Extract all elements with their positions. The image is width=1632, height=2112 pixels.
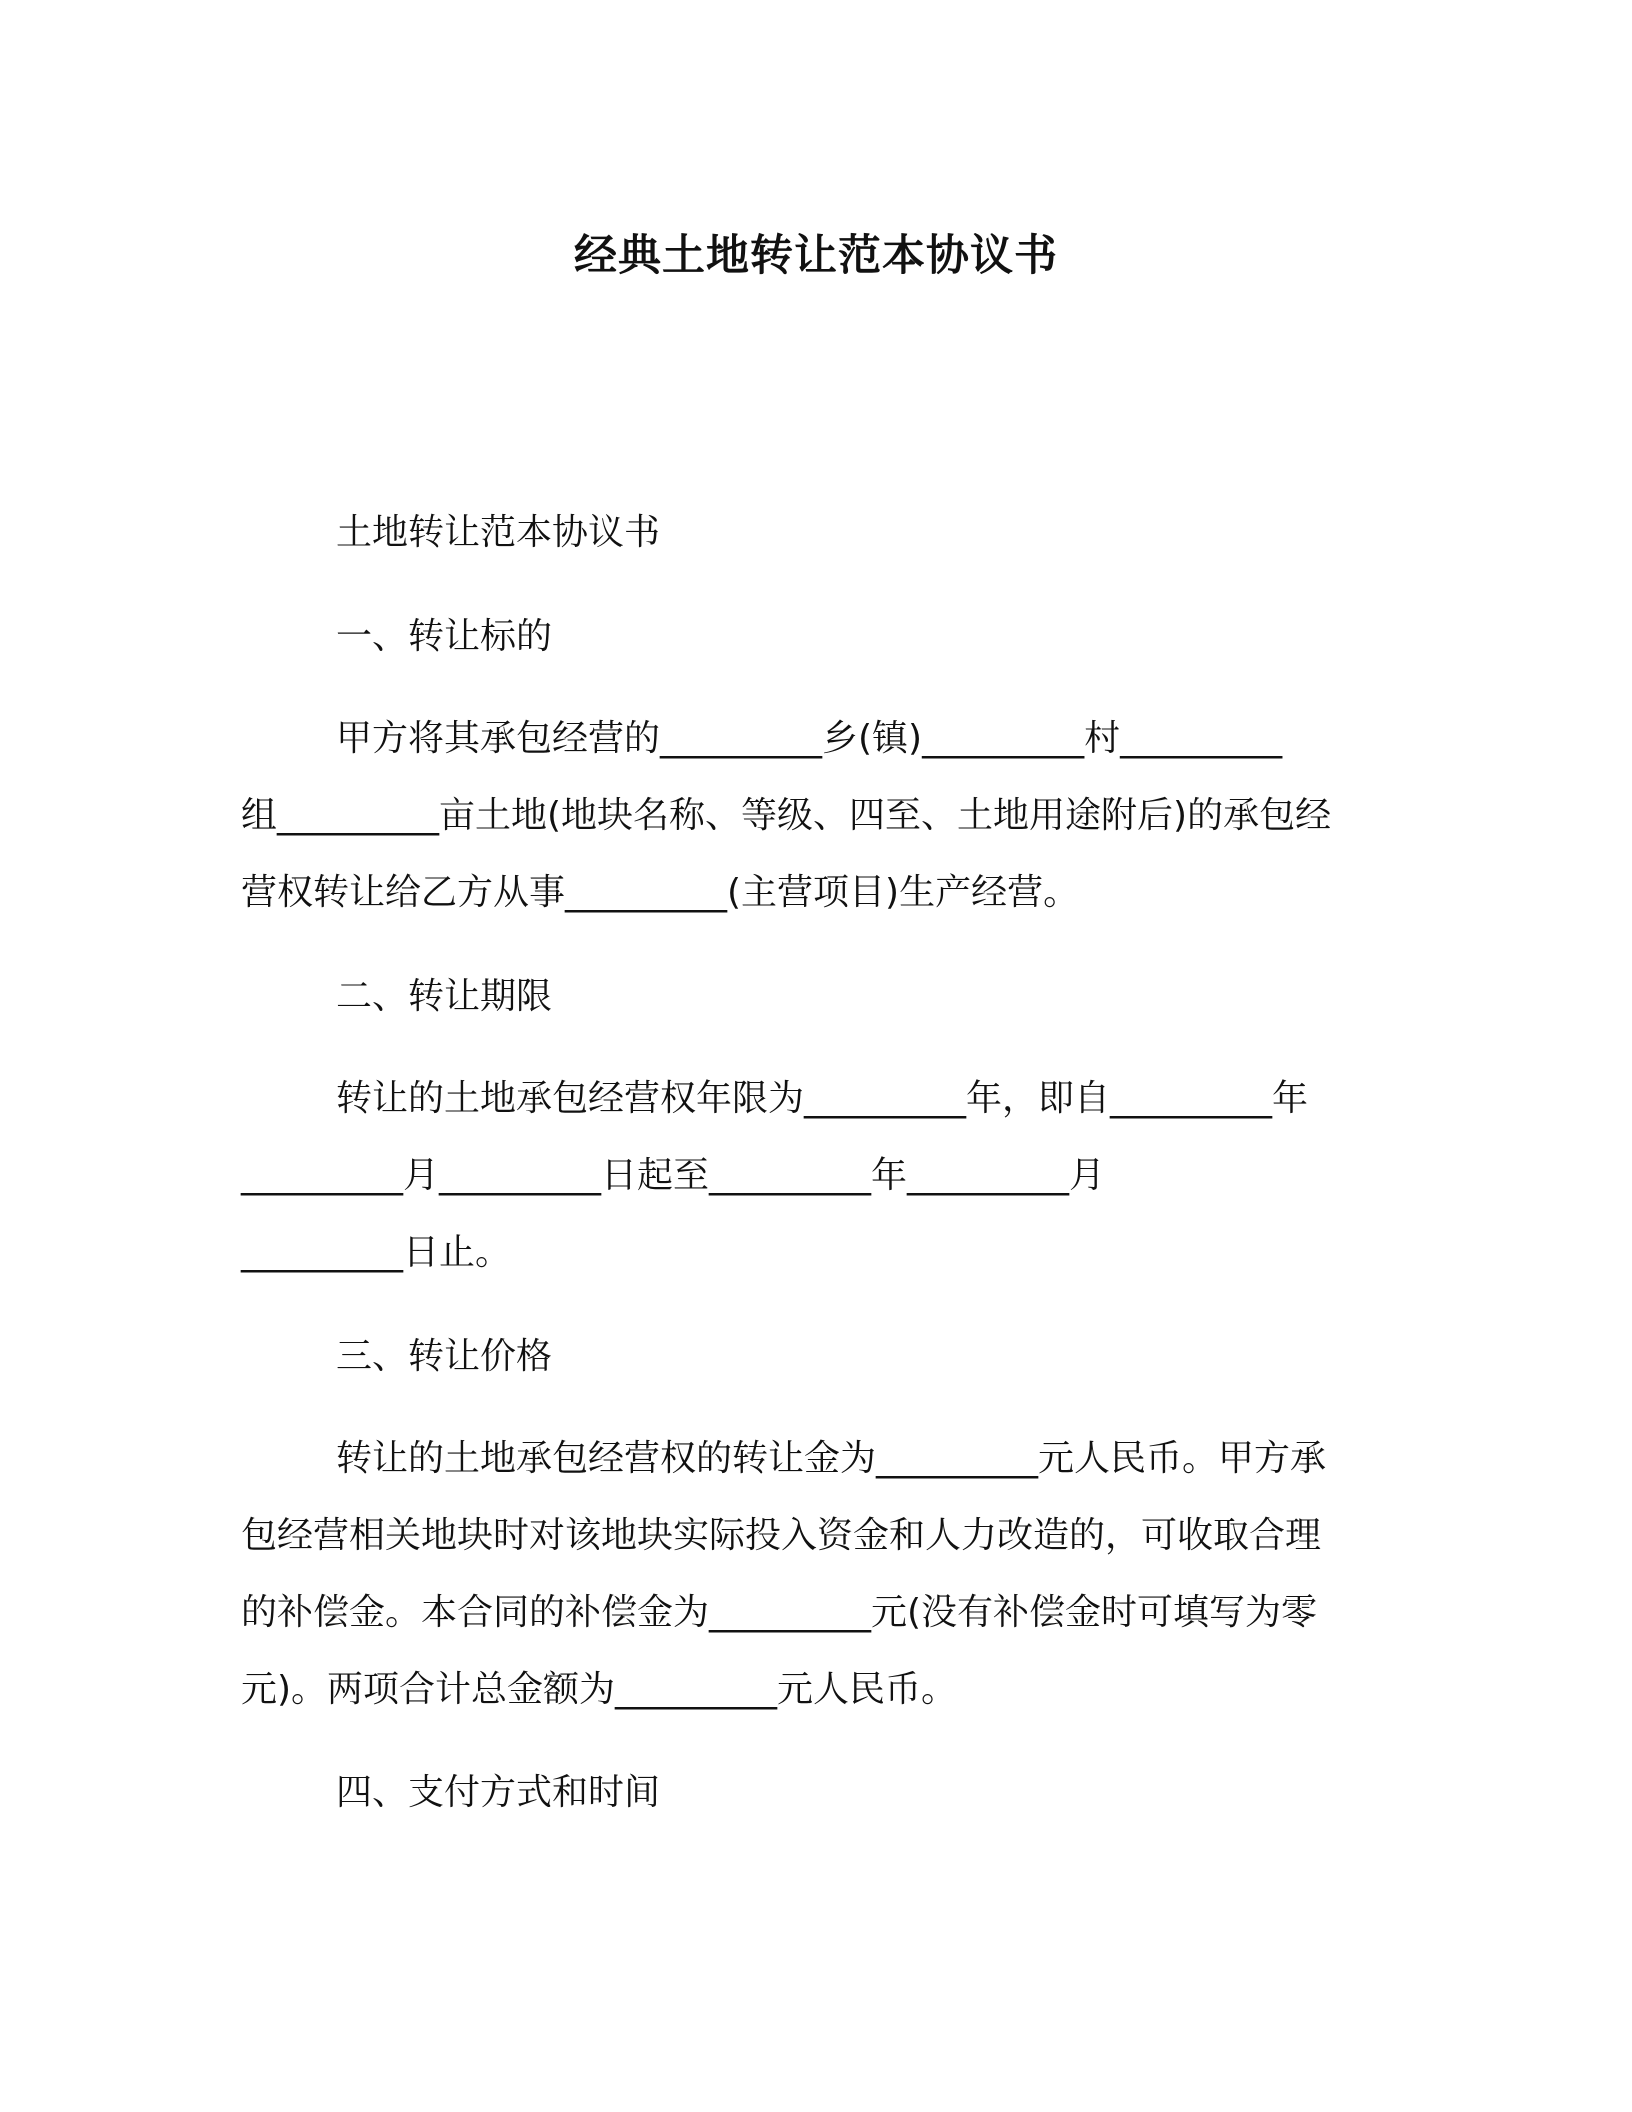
section-paragraph-2 xyxy=(241,1060,1391,1291)
section-heading-3: 三、转让价格 xyxy=(336,1336,553,1377)
section-heading-2: 二、转让期限 xyxy=(336,976,553,1017)
paragraph-line: 营权转让给乙方从事_________(主营项目)生产经营。 xyxy=(241,872,1080,913)
paragraph-line: 包经营相关地块时对该地块实际投入资金和人力改造的，可收取合理 xyxy=(241,1515,1322,1556)
paragraph-line: 转让的土地承包经营权年限为_________年，即自_________年 xyxy=(336,1078,1309,1119)
paragraph-line: _________日止。 xyxy=(241,1232,512,1273)
section-paragraph-3 xyxy=(241,1420,1391,1728)
paragraph-line: _________月_________日起至_________年_________月 xyxy=(241,1155,1106,1196)
paragraph-line: 的补偿金。本合同的补偿金为_________元(没有补偿金时可填写为零 xyxy=(241,1592,1318,1633)
section-heading-4: 四、支付方式和时间 xyxy=(336,1772,661,1813)
paragraph-line: 组_________亩土地(地块名称、等级、四至、土地用途附后)的承包经 xyxy=(241,795,1332,836)
paragraph-line: 元)。两项合计总金额为_________元人民币。 xyxy=(241,1669,958,1710)
section-paragraph-1 xyxy=(241,700,1391,931)
document-title: 经典土地转让范本协议书 xyxy=(574,231,1058,281)
paragraph-line: 甲方将其承包经营的_________乡(镇)_________村_________ xyxy=(336,718,1283,759)
paragraph-line: 转让的土地承包经营权的转让金为_________元人民币。甲方承 xyxy=(336,1438,1327,1479)
section-heading-1: 一、转让标的 xyxy=(336,616,553,657)
document-subtitle: 土地转让范本协议书 xyxy=(336,512,661,553)
